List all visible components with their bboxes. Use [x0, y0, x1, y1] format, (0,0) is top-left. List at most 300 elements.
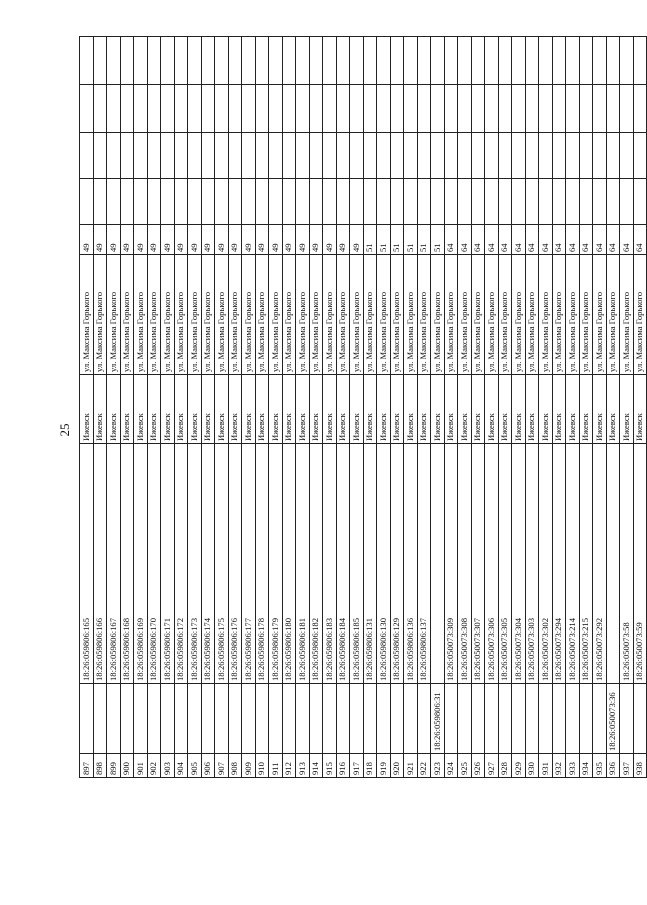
empty-cell: [228, 85, 242, 133]
empty-cell: [336, 85, 350, 133]
row-number-cell: 919: [377, 754, 391, 778]
empty-cell: [363, 37, 377, 85]
empty-cell: [174, 179, 188, 225]
empty-cell: [471, 179, 485, 225]
empty-cell: [633, 179, 647, 225]
cadastral-number-cell: 18:26:059806:170: [147, 444, 161, 684]
empty-cell: [269, 85, 283, 133]
table-row: [471, 37, 485, 778]
table-row: [201, 37, 215, 778]
row-number-cell: 917: [350, 754, 364, 778]
table-row: [242, 37, 256, 778]
empty-cell: [282, 85, 296, 133]
empty-cell: [431, 85, 445, 133]
cadastral-number-cell: 18:26:059806:165: [80, 444, 94, 684]
city-cell: Ижевск: [120, 375, 134, 444]
empty-cell: [215, 37, 229, 85]
city-cell: Ижевск: [282, 375, 296, 444]
street-cell: ул. Максима Горького: [620, 255, 634, 375]
empty-cell: [633, 133, 647, 179]
street-cell: ул. Максима Горького: [269, 255, 283, 375]
house-number-cell: 49: [350, 225, 364, 255]
empty-cell: [579, 133, 593, 179]
empty-cell: [390, 133, 404, 179]
city-cell: Ижевск: [201, 375, 215, 444]
empty-cell: [323, 179, 337, 225]
table-row: [215, 37, 229, 778]
table-row: [336, 37, 350, 778]
empty-cell: [458, 85, 472, 133]
cadastral-number-cell: 18:26:050073:215: [579, 444, 593, 684]
empty-cell: [579, 179, 593, 225]
empty-cell: [525, 179, 539, 225]
empty-cell: [431, 37, 445, 85]
empty-cell: [525, 85, 539, 133]
row-number-cell: 906: [201, 754, 215, 778]
cadastral-number-cell: 18:26:059806:177: [242, 444, 256, 684]
city-cell: Ижевск: [633, 375, 647, 444]
empty-cell: [539, 37, 553, 85]
cadastral-number-cell: 18:26:050073:214: [566, 444, 580, 684]
empty-cell: [282, 179, 296, 225]
cadastral-number-cell: 18:26:050073:58: [620, 444, 634, 684]
row-number-cell: 921: [404, 754, 418, 778]
parcel-number-cell: [323, 684, 337, 754]
cadastral-number-cell: 18:26:059806:174: [201, 444, 215, 684]
row-number-cell: 929: [512, 754, 526, 778]
empty-cell: [444, 133, 458, 179]
street-cell: ул. Максима Горького: [174, 255, 188, 375]
row-number-cell: 918: [363, 754, 377, 778]
empty-cell: [107, 37, 121, 85]
empty-cell: [309, 133, 323, 179]
street-cell: ул. Максима Горького: [255, 255, 269, 375]
city-cell: Ижевск: [512, 375, 526, 444]
empty-cell: [566, 37, 580, 85]
rotated-table: [79, 37, 645, 778]
cadastral-number-cell: 18:26:050073:305: [498, 444, 512, 684]
empty-cell: [120, 179, 134, 225]
row-number-cell: 900: [120, 754, 134, 778]
empty-cell: [471, 133, 485, 179]
table-row: [93, 37, 107, 778]
registry-table: [79, 36, 647, 778]
row-number-cell: 898: [93, 754, 107, 778]
parcel-number-cell: [269, 684, 283, 754]
street-cell: ул. Максима Горького: [282, 255, 296, 375]
cadastral-number-cell: [431, 444, 445, 684]
row-number-cell: 913: [296, 754, 310, 778]
city-cell: Ижевск: [255, 375, 269, 444]
street-cell: ул. Максима Горького: [363, 255, 377, 375]
row-number-cell: 909: [242, 754, 256, 778]
city-cell: Ижевск: [579, 375, 593, 444]
table-row: [161, 37, 175, 778]
parcel-number-cell: [444, 684, 458, 754]
parcel-number-cell: [107, 684, 121, 754]
cadastral-number-cell: 18:26:059806:167: [107, 444, 121, 684]
empty-cell: [363, 133, 377, 179]
empty-cell: [444, 37, 458, 85]
empty-cell: [296, 85, 310, 133]
parcel-number-cell: [593, 684, 607, 754]
house-number-cell: 64: [579, 225, 593, 255]
city-cell: Ижевск: [471, 375, 485, 444]
parcel-number-cell: [228, 684, 242, 754]
empty-cell: [93, 133, 107, 179]
empty-cell: [525, 133, 539, 179]
empty-cell: [417, 85, 431, 133]
house-number-cell: 51: [404, 225, 418, 255]
city-cell: Ижевск: [485, 375, 499, 444]
house-number-cell: 51: [377, 225, 391, 255]
street-cell: ул. Максима Горького: [390, 255, 404, 375]
cadastral-number-cell: 18:26:059806:137: [417, 444, 431, 684]
empty-cell: [147, 179, 161, 225]
row-number-cell: 927: [485, 754, 499, 778]
city-cell: Ижевск: [242, 375, 256, 444]
empty-cell: [606, 85, 620, 133]
cadastral-number-cell: 18:26:050073:304: [512, 444, 526, 684]
street-cell: ул. Максима Горького: [633, 255, 647, 375]
street-cell: ул. Максима Горького: [309, 255, 323, 375]
house-number-cell: 64: [444, 225, 458, 255]
empty-cell: [579, 37, 593, 85]
row-number-cell: 935: [593, 754, 607, 778]
street-cell: ул. Максима Горького: [93, 255, 107, 375]
empty-cell: [404, 179, 418, 225]
cadastral-number-cell: 18:26:059806:178: [255, 444, 269, 684]
table-body: [80, 37, 647, 778]
house-number-cell: 51: [390, 225, 404, 255]
empty-cell: [296, 37, 310, 85]
street-cell: ул. Максима Горького: [323, 255, 337, 375]
parcel-number-cell: [417, 684, 431, 754]
empty-cell: [93, 37, 107, 85]
house-number-cell: 49: [134, 225, 148, 255]
city-cell: Ижевск: [363, 375, 377, 444]
street-cell: ул. Максима Горького: [296, 255, 310, 375]
parcel-number-cell: [552, 684, 566, 754]
house-number-cell: 51: [431, 225, 445, 255]
table-row: [485, 37, 499, 778]
empty-cell: [161, 37, 175, 85]
empty-cell: [323, 37, 337, 85]
empty-cell: [633, 85, 647, 133]
city-cell: Ижевск: [336, 375, 350, 444]
cadastral-number-cell: 18:26:059806:181: [296, 444, 310, 684]
empty-cell: [566, 133, 580, 179]
empty-cell: [309, 179, 323, 225]
empty-cell: [417, 37, 431, 85]
parcel-number-cell: [404, 684, 418, 754]
city-cell: Ижевск: [215, 375, 229, 444]
empty-cell: [255, 179, 269, 225]
row-number-cell: 907: [215, 754, 229, 778]
city-cell: Ижевск: [498, 375, 512, 444]
row-number-cell: 905: [188, 754, 202, 778]
parcel-number-cell: [255, 684, 269, 754]
row-number-cell: 930: [525, 754, 539, 778]
empty-cell: [269, 179, 283, 225]
empty-cell: [620, 37, 634, 85]
empty-cell: [215, 133, 229, 179]
empty-cell: [228, 133, 242, 179]
street-cell: ул. Максима Горького: [188, 255, 202, 375]
cadastral-number-cell: 18:26:059806:176: [228, 444, 242, 684]
cadastral-number-cell: 18:26:059806:182: [309, 444, 323, 684]
city-cell: Ижевск: [107, 375, 121, 444]
street-cell: ул. Максима Горького: [471, 255, 485, 375]
street-cell: ул. Максима Горького: [201, 255, 215, 375]
table-row: [282, 37, 296, 778]
empty-cell: [606, 179, 620, 225]
parcel-number-cell: [539, 684, 553, 754]
city-cell: Ижевск: [228, 375, 242, 444]
row-number-cell: 924: [444, 754, 458, 778]
city-cell: Ижевск: [93, 375, 107, 444]
empty-cell: [174, 37, 188, 85]
house-number-cell: 64: [539, 225, 553, 255]
row-number-cell: 922: [417, 754, 431, 778]
empty-cell: [431, 179, 445, 225]
parcel-number-cell: [498, 684, 512, 754]
house-number-cell: 49: [255, 225, 269, 255]
table-row: [228, 37, 242, 778]
parcel-number-cell: [336, 684, 350, 754]
cadastral-number-cell: 18:26:059806:168: [120, 444, 134, 684]
parcel-number-cell: [215, 684, 229, 754]
table-row: [269, 37, 283, 778]
table-row: [255, 37, 269, 778]
empty-cell: [174, 85, 188, 133]
house-number-cell: 64: [566, 225, 580, 255]
table-row: [309, 37, 323, 778]
street-cell: ул. Максима Горького: [579, 255, 593, 375]
empty-cell: [174, 133, 188, 179]
empty-cell: [296, 133, 310, 179]
row-number-cell: 899: [107, 754, 121, 778]
city-cell: Ижевск: [147, 375, 161, 444]
house-number-cell: 49: [323, 225, 337, 255]
row-number-cell: 897: [80, 754, 94, 778]
city-cell: Ижевск: [566, 375, 580, 444]
city-cell: Ижевск: [417, 375, 431, 444]
empty-cell: [350, 37, 364, 85]
table-row: [323, 37, 337, 778]
empty-cell: [93, 179, 107, 225]
parcel-number-cell: [188, 684, 202, 754]
house-number-cell: 49: [296, 225, 310, 255]
street-cell: ул. Максима Горького: [336, 255, 350, 375]
cadastral-number-cell: 18:26:059806:169: [134, 444, 148, 684]
empty-cell: [498, 85, 512, 133]
table-row: [174, 37, 188, 778]
empty-cell: [458, 37, 472, 85]
empty-cell: [498, 37, 512, 85]
house-number-cell: 64: [606, 225, 620, 255]
empty-cell: [80, 37, 94, 85]
empty-cell: [417, 133, 431, 179]
city-cell: Ижевск: [593, 375, 607, 444]
empty-cell: [633, 37, 647, 85]
empty-cell: [444, 179, 458, 225]
empty-cell: [552, 37, 566, 85]
house-number-cell: 49: [120, 225, 134, 255]
house-number-cell: 49: [107, 225, 121, 255]
row-number-cell: 936: [606, 754, 620, 778]
street-cell: ул. Максима Горького: [593, 255, 607, 375]
empty-cell: [188, 37, 202, 85]
row-number-cell: 934: [579, 754, 593, 778]
row-number-cell: 915: [323, 754, 337, 778]
empty-cell: [566, 179, 580, 225]
empty-cell: [215, 179, 229, 225]
street-cell: ул. Максима Горького: [215, 255, 229, 375]
empty-cell: [309, 37, 323, 85]
empty-cell: [323, 85, 337, 133]
empty-cell: [323, 133, 337, 179]
empty-cell: [485, 85, 499, 133]
empty-cell: [147, 133, 161, 179]
city-cell: Ижевск: [458, 375, 472, 444]
cadastral-number-cell: 18:26:050073:309: [444, 444, 458, 684]
empty-cell: [377, 179, 391, 225]
empty-cell: [350, 179, 364, 225]
house-number-cell: 64: [498, 225, 512, 255]
cadastral-number-cell: 18:26:059806:129: [390, 444, 404, 684]
empty-cell: [201, 37, 215, 85]
street-cell: ул. Максима Горького: [431, 255, 445, 375]
parcel-number-cell: [174, 684, 188, 754]
empty-cell: [255, 85, 269, 133]
empty-cell: [377, 37, 391, 85]
empty-cell: [242, 37, 256, 85]
street-cell: ул. Максима Горького: [458, 255, 472, 375]
empty-cell: [336, 37, 350, 85]
city-cell: Ижевск: [350, 375, 364, 444]
empty-cell: [188, 85, 202, 133]
empty-cell: [336, 133, 350, 179]
house-number-cell: 64: [471, 225, 485, 255]
house-number-cell: 49: [269, 225, 283, 255]
street-cell: ул. Максима Горького: [444, 255, 458, 375]
city-cell: Ижевск: [296, 375, 310, 444]
house-number-cell: 64: [458, 225, 472, 255]
house-number-cell: 49: [161, 225, 175, 255]
parcel-number-cell: [471, 684, 485, 754]
city-cell: Ижевск: [444, 375, 458, 444]
empty-cell: [93, 85, 107, 133]
empty-cell: [296, 179, 310, 225]
empty-cell: [255, 37, 269, 85]
cadastral-number-cell: 18:26:050073:292: [593, 444, 607, 684]
parcel-number-cell: [134, 684, 148, 754]
parcel-number-cell: [377, 684, 391, 754]
cadastral-number-cell: 18:26:059806:184: [336, 444, 350, 684]
empty-cell: [188, 179, 202, 225]
table-row: [458, 37, 472, 778]
row-number-cell: 928: [498, 754, 512, 778]
row-number-cell: 904: [174, 754, 188, 778]
table-row: [296, 37, 310, 778]
empty-cell: [107, 85, 121, 133]
empty-cell: [606, 133, 620, 179]
row-number-cell: 916: [336, 754, 350, 778]
city-cell: Ижевск: [390, 375, 404, 444]
empty-cell: [134, 133, 148, 179]
empty-cell: [134, 85, 148, 133]
parcel-number-cell: [242, 684, 256, 754]
street-cell: ул. Максима Горького: [566, 255, 580, 375]
row-number-cell: 908: [228, 754, 242, 778]
street-cell: ул. Максима Горького: [350, 255, 364, 375]
city-cell: Ижевск: [80, 375, 94, 444]
house-number-cell: 49: [228, 225, 242, 255]
empty-cell: [552, 85, 566, 133]
row-number-cell: 914: [309, 754, 323, 778]
empty-cell: [269, 37, 283, 85]
parcel-number-cell: [633, 684, 647, 754]
house-number-cell: 49: [242, 225, 256, 255]
empty-cell: [228, 179, 242, 225]
empty-cell: [242, 133, 256, 179]
row-number-cell: 923: [431, 754, 445, 778]
row-number-cell: 901: [134, 754, 148, 778]
street-cell: ул. Максима Горького: [161, 255, 175, 375]
house-number-cell: 49: [201, 225, 215, 255]
city-cell: Ижевск: [539, 375, 553, 444]
parcel-number-cell: [579, 684, 593, 754]
empty-cell: [485, 133, 499, 179]
empty-cell: [390, 85, 404, 133]
street-cell: ул. Максима Горького: [242, 255, 256, 375]
empty-cell: [485, 37, 499, 85]
table-row: [525, 37, 539, 778]
city-cell: Ижевск: [377, 375, 391, 444]
table-row: [606, 37, 620, 778]
empty-cell: [593, 37, 607, 85]
street-cell: ул. Максима Горького: [485, 255, 499, 375]
street-cell: ул. Максима Горького: [80, 255, 94, 375]
cadastral-number-cell: 18:26:059806:179: [269, 444, 283, 684]
empty-cell: [512, 37, 526, 85]
city-cell: Ижевск: [404, 375, 418, 444]
city-cell: Ижевск: [134, 375, 148, 444]
house-number-cell: 64: [620, 225, 634, 255]
street-cell: ул. Максима Горького: [539, 255, 553, 375]
empty-cell: [363, 179, 377, 225]
table-row: [552, 37, 566, 778]
empty-cell: [458, 179, 472, 225]
cadastral-number-cell: 18:26:050073:294: [552, 444, 566, 684]
empty-cell: [242, 179, 256, 225]
parcel-number-cell: 18:26:059806:31: [431, 684, 445, 754]
empty-cell: [431, 133, 445, 179]
cadastral-number-cell: 18:26:059806:180: [282, 444, 296, 684]
empty-cell: [255, 133, 269, 179]
empty-cell: [593, 133, 607, 179]
empty-cell: [593, 85, 607, 133]
table-row: [620, 37, 634, 778]
table-row: [80, 37, 94, 778]
empty-cell: [471, 37, 485, 85]
empty-cell: [147, 85, 161, 133]
house-number-cell: 49: [80, 225, 94, 255]
street-cell: ул. Максима Горького: [417, 255, 431, 375]
table-row: [188, 37, 202, 778]
city-cell: Ижевск: [431, 375, 445, 444]
